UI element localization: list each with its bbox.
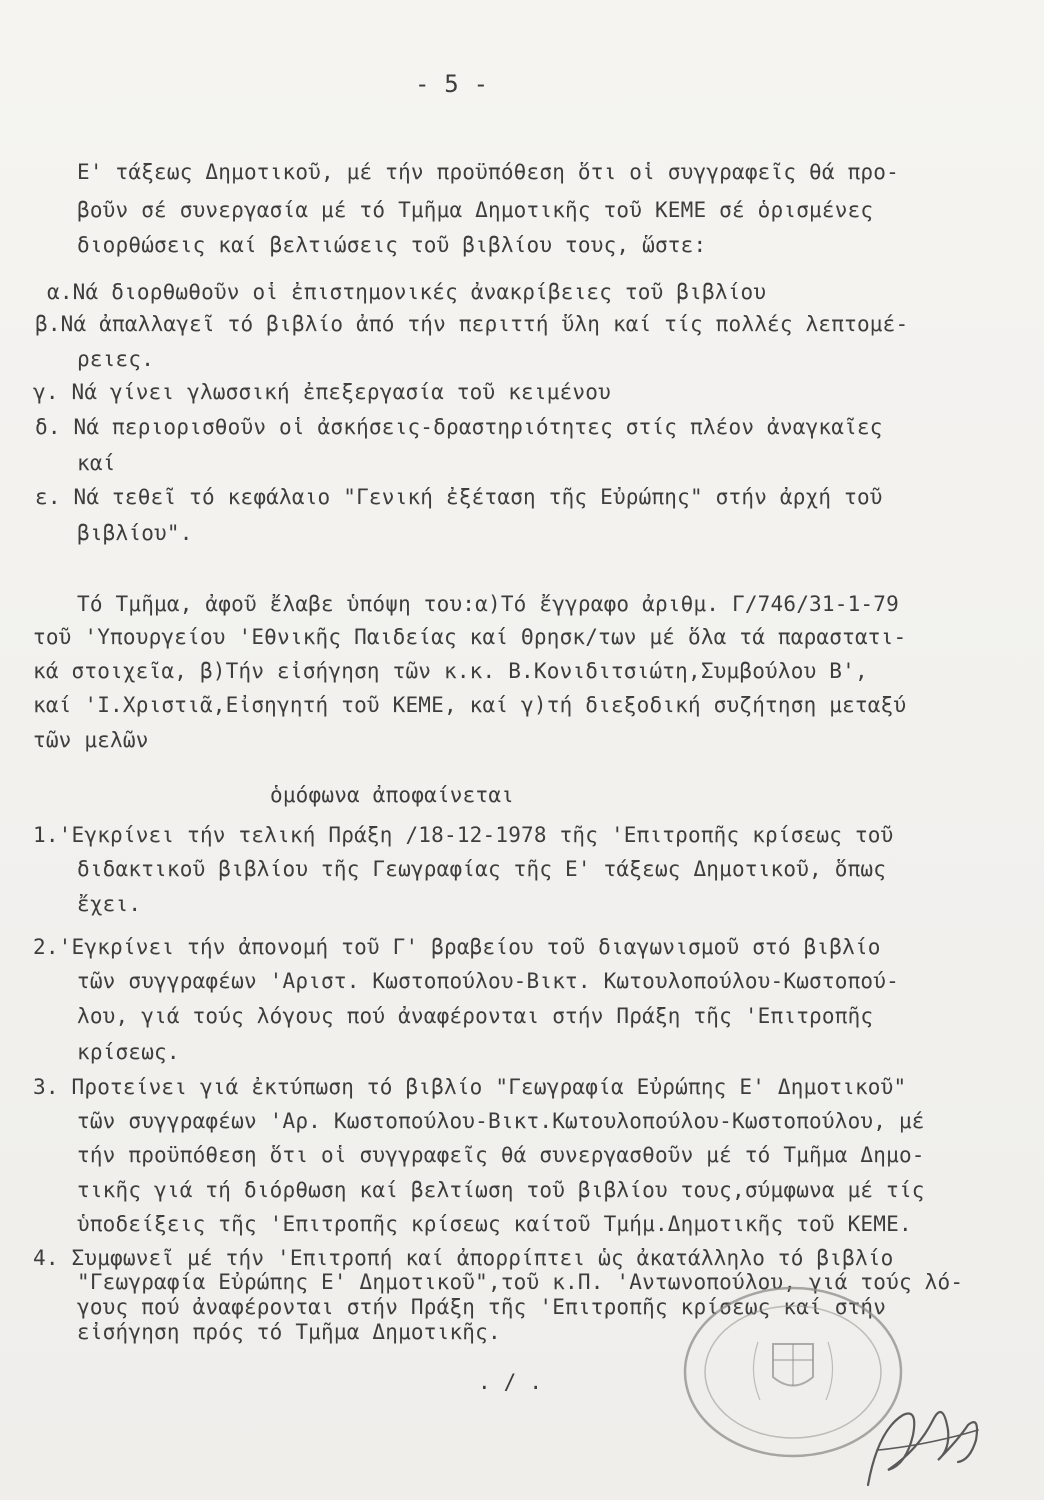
decision-line: τῶν συγγραφέων 'Αριστ. Κωστοπούλου-Βικτ. Κωτουλοπούλου-Κωστοπού- (77, 969, 899, 993)
decision-line: τῶν συγγραφέων 'Αρ. Κωστοπούλου-Βικτ.Κωτουλοπούλου-Κωστοπούλου, μέ (77, 1109, 925, 1133)
decision-line: γους πού ἀναφέρονται στήν Πράξη τῆς 'Επιτροπῆς κρίσεως καί στήν (77, 1295, 887, 1319)
condition-line: β.Νά ἀπαλλαγεῖ τό βιβλίο ἀπό τήν περιττή ὕλη καί τίς πολλές λεπτομέ- (35, 312, 909, 336)
intro-line: διορθώσεις καί βελτιώσεις τοῦ βιβλίου τους, ὥστε: (77, 233, 707, 257)
continuation-mark: . / . (478, 1370, 543, 1394)
signature (858, 1390, 988, 1490)
decision-line: λου, γιά τούς λόγους πού ἀναφέρονται στήν Πράξη τῆς 'Επιτροπῆς (77, 1004, 874, 1028)
decision-line: τήν προϋπόθεση ὅτι οἱ συγγραφεῖς θά συνεργασθοῦν μέ τό Τμῆμα Δημο- (77, 1143, 925, 1167)
condition-line: α.Νά διορθωθοῦν οἱ ἐπιστημονικές ἀνακρίβειες τοῦ βιβλίου (47, 280, 767, 304)
consideration-line: κά στοιχεῖα, β)Τήν εἰσήγηση τῶν κ.κ. Β.Κονιδιτσιώτη,Συμβούλου Β', (33, 659, 868, 683)
decision-line: 2.'Εγκρίνει τήν ἀπονομή τοῦ Γ' βραβείου τοῦ διαγωνισμοῦ στό βιβλίο (33, 935, 881, 959)
condition-line: γ. Νά γίνει γλωσσική ἐπεξεργασία τοῦ κειμένου (33, 380, 611, 404)
decision-line: διδακτικοῦ βιβλίου τῆς Γεωγραφίας τῆς Ε' τάξεως Δημοτικοῦ, ὅπως (77, 857, 887, 881)
intro-line: βοῦν σέ συνεργασία μέ τό Τμῆμα Δημοτικῆς τοῦ ΚΕΜΕ σέ ὁρισμένες (77, 198, 874, 222)
decision-line: 1.'Εγκρίνει τήν τελική Πράξη /18-12-1978 τῆς 'Επιτροπῆς κρίσεως τοῦ (33, 823, 894, 847)
decision-line: κρίσεως. (77, 1040, 180, 1064)
decision-line: ἔχει. (77, 892, 142, 916)
decision-line: εἰσήγηση πρός τό Τμῆμα Δημοτικῆς. (77, 1320, 501, 1344)
condition-line: βιβλίου". (77, 521, 193, 545)
condition-line: καί (77, 451, 116, 475)
decision-line: τικῆς γιά τή διόρθωση καί βελτίωση τοῦ βιβλίου τους,σύμφωνα μέ τίς (77, 1178, 925, 1202)
condition-line: ρειες. (77, 347, 155, 371)
intro-line: Ε' τάξεως Δημοτικοῦ, μέ τήν προϋπόθεση ὅτι οἱ συγγραφεῖς θά προ- (77, 160, 899, 184)
consideration-line: Τό Τμῆμα, ἀφοῦ ἔλαβε ὑπόψη του:α)Τό ἔγγραφο ἀριθμ. Γ/746/31-1-79 (77, 592, 899, 616)
decision-line: "Γεωγραφία Εὐρώπης Ε' Δημοτικοῦ",τοῦ κ.Π. 'Αντωνοπούλου, γιά τούς λό- (77, 1270, 964, 1294)
decision-line: ὑποδείξεις τῆς 'Επιτροπῆς κρίσεως καίτοῦ Τμήμ.Δημοτικῆς τοῦ ΚΕΜΕ. (77, 1212, 912, 1236)
condition-line: δ. Νά περιορισθοῦν οἱ ἀσκήσεις-δραστηριότητες στίς πλέον ἀναγκαῖες (35, 415, 883, 439)
decision-line: 4. Συμφωνεῖ μέ τήν 'Επιτροπή καί ἀπορρίπτει ὡς ἀκατάλληλο τό βιβλίο (33, 1246, 894, 1270)
consideration-line: τῶν μελῶν (33, 728, 149, 752)
consideration-line: τοῦ 'Υπουργείου 'Εθνικῆς Παιδείας καί Θρησκ/των μέ ὅλα τά παραστατι- (33, 625, 907, 649)
decision-heading: ὁμόφωνα ἀποφαίνεται (270, 783, 515, 807)
page-number: - 5 - (415, 70, 489, 98)
condition-line: ε. Νά τεθεῖ τό κεφάλαιο "Γενική ἐξέταση τῆς Εὐρώπης" στήν ἀρχή τοῦ (35, 485, 883, 509)
consideration-line: καί 'Ι.Χριστιᾶ,Εἰσηγητή τοῦ ΚΕΜΕ, καί γ)τή διεξοδική συζήτηση μεταξύ (33, 693, 907, 717)
decision-line: 3. Προτείνει γιά ἐκτύπωση τό βιβλίο "Γεωγραφία Εὐρώπης Ε' Δημοτικοῦ" (33, 1075, 907, 1099)
